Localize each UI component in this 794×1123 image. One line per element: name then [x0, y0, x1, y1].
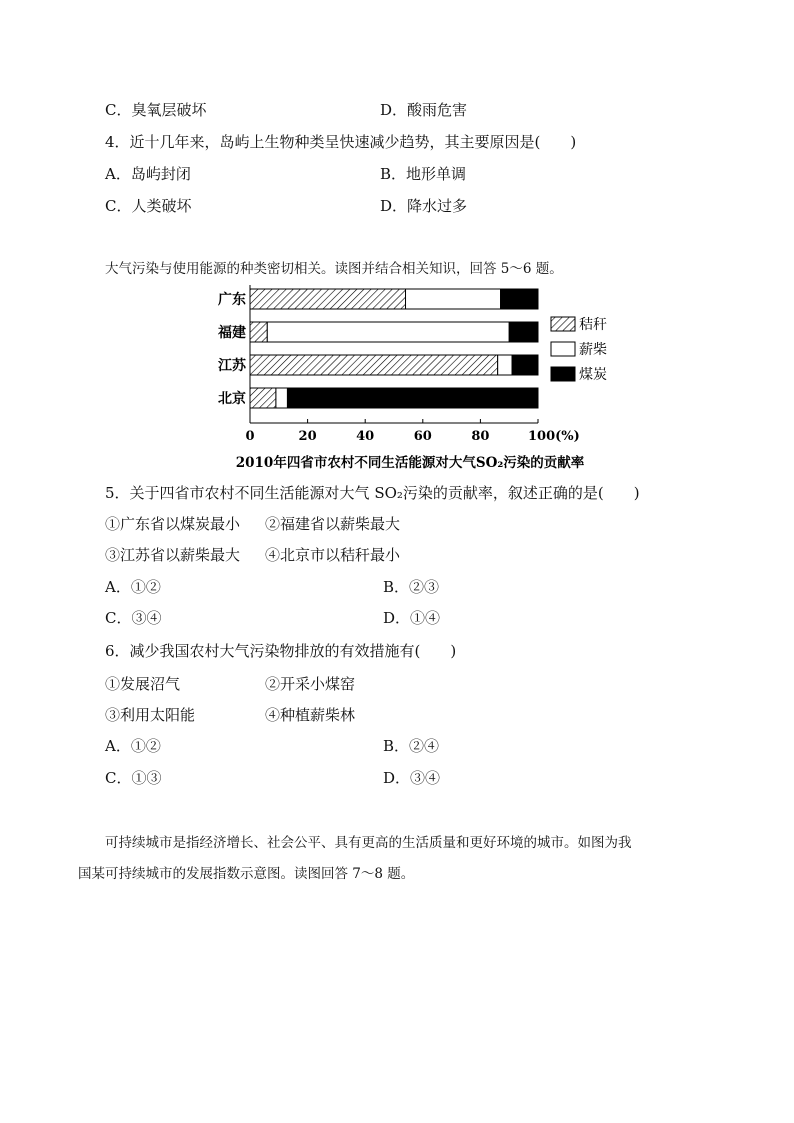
bar-segment	[250, 289, 406, 309]
bar-segment	[498, 355, 512, 375]
so2-contribution-chart	[200, 283, 607, 473]
category-label: 福建	[218, 325, 246, 341]
legend-swatch	[551, 367, 575, 381]
q6-option-a: A．①②	[105, 737, 161, 755]
q4-option-d: D．降水过多	[380, 197, 468, 215]
q5-statement-1: ①广东省以煤炭最小	[105, 515, 241, 533]
legend-swatch	[551, 342, 575, 356]
q4-option-a: A．岛屿封闭	[105, 165, 191, 183]
bar-segment	[276, 388, 288, 408]
bar-segment	[501, 289, 538, 309]
q6-statement-1: ①发展沼气	[105, 675, 181, 693]
q5-statement-2: ②福建省以薪柴最大	[265, 515, 401, 533]
bar-segment	[287, 388, 538, 408]
q4-stem: 4．近十几年来，岛屿上生物种类呈快速减少趋势，其主要原因是( )	[105, 133, 577, 151]
intro-q5-6: 大气污染与使用能源的种类密切相关。读图并结合相关知识，回答 5～6 题。	[105, 261, 563, 277]
q5-option-d: D．①④	[383, 609, 441, 627]
legend-label: 薪柴	[579, 342, 607, 358]
q4-option-b: B．地形单调	[380, 165, 467, 183]
q3-option-c: C．臭氧层破坏	[105, 101, 207, 119]
q6-option-b: B．②④	[383, 737, 440, 755]
bar-segment	[250, 388, 276, 408]
intro-q7-8-line2: 国某可持续城市的发展指数示意图。读图回答 7～8 题。	[78, 866, 415, 882]
q5-statement-3: ③江苏省以薪柴最大	[105, 546, 241, 564]
x-tick-label: 60	[413, 429, 432, 444]
q5-option-c: C．③④	[105, 609, 162, 627]
bar-segment	[512, 355, 538, 375]
intro-q7-8-line1: 可持续城市是指经济增长、社会公平、具有更高的生活质量和更好环境的城市。如图为我	[105, 835, 632, 851]
q6-stem: 6．减少我国农村大气污染物排放的有效措施有( )	[105, 642, 457, 660]
q6-option-c: C．①③	[105, 769, 162, 787]
category-label: 广东	[218, 292, 246, 308]
bar-segment	[250, 355, 498, 375]
x-tick-label: 40	[356, 429, 375, 444]
chart-svg	[200, 283, 607, 473]
q6-option-d: D．③④	[383, 769, 441, 787]
category-label: 北京	[218, 391, 246, 407]
q5-option-a: A．①②	[105, 578, 161, 596]
x-tick-label: 100(%)	[528, 429, 580, 444]
legend-label: 煤炭	[579, 367, 607, 383]
q5-statement-4: ④北京市以秸秆最小	[265, 546, 401, 564]
x-tick-label: 80	[471, 429, 490, 444]
q5-stem: 5．关于四省市农村不同生活能源对大气 SO₂污染的贡献率，叙述正确的是( )	[105, 484, 640, 502]
q3-option-d: D．酸雨危害	[380, 101, 468, 119]
q4-option-c: C．人类破坏	[105, 197, 192, 215]
legend-label: 秸秆	[579, 317, 607, 333]
x-tick-label: 20	[298, 429, 317, 444]
category-label: 江苏	[218, 358, 246, 374]
q6-statement-4: ④种植薪柴林	[265, 706, 356, 724]
bar-segment	[267, 322, 509, 342]
bar-segment	[406, 289, 501, 309]
q6-statement-3: ③利用太阳能	[105, 706, 196, 724]
bar-segment	[250, 322, 267, 342]
q5-option-b: B．②③	[383, 578, 440, 596]
x-tick-label: 0	[245, 429, 255, 444]
bar-segment	[509, 322, 538, 342]
q6-statement-2: ②开采小煤窑	[265, 675, 356, 693]
legend-swatch	[551, 317, 575, 331]
chart-title: 2010年四省市农村不同生活能源对大气SO₂污染的贡献率	[235, 455, 585, 471]
